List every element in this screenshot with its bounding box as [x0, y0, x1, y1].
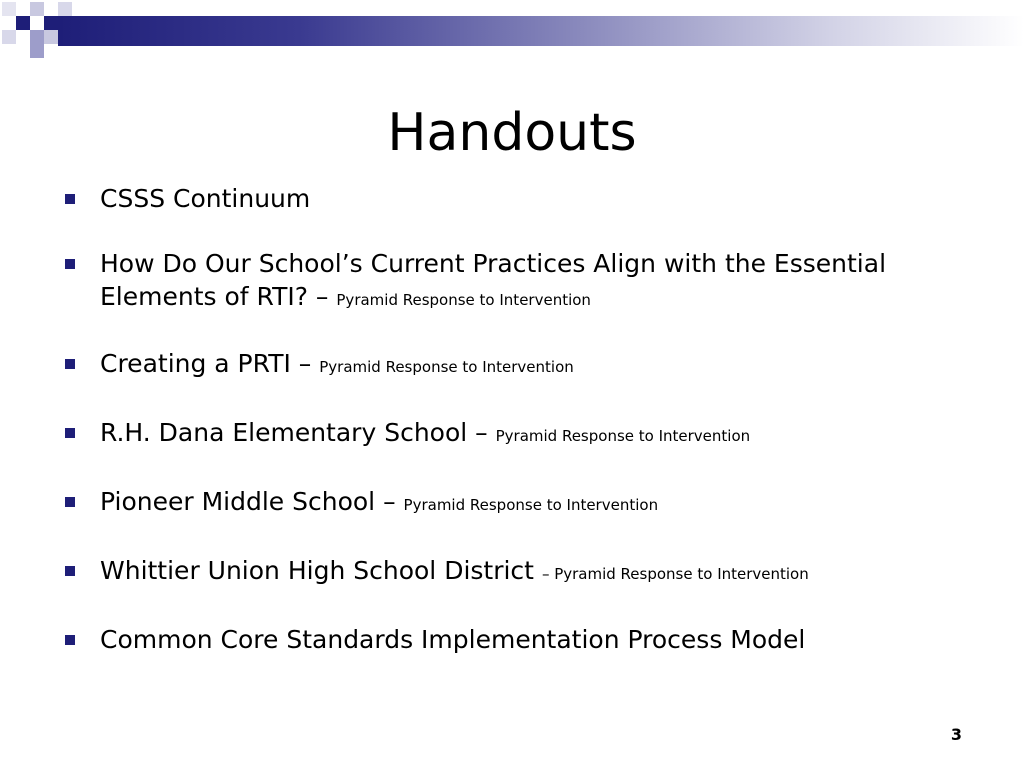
item-title: Common Core Standards Implementation Process Model: [100, 625, 806, 654]
decorative-square: [30, 30, 44, 44]
decorative-square: [58, 2, 72, 16]
square-bullet-icon: [65, 359, 75, 369]
square-bullet-icon: [65, 259, 75, 269]
decorative-square: [2, 2, 16, 16]
item-title: R.H. Dana Elementary School –: [100, 418, 488, 447]
decorative-square: [16, 16, 30, 30]
list-item: [62, 623, 982, 656]
item-subtitle: Pyramid Response to Intervention: [336, 291, 591, 309]
header-gradient-bar: [58, 16, 1024, 46]
item-title: Creating a PRTI –: [100, 349, 312, 378]
decorative-square: [30, 44, 44, 58]
list-item: [62, 554, 982, 591]
decorative-square: [2, 30, 16, 44]
square-bullet-icon: [65, 428, 75, 438]
item-title: Pioneer Middle School –: [100, 487, 396, 516]
item-subtitle: Pyramid Response to Intervention: [319, 358, 574, 376]
square-bullet-icon: [65, 566, 75, 576]
list-item: [62, 247, 982, 317]
square-bullet-icon: [65, 497, 75, 507]
decorative-square: [44, 16, 58, 30]
item-title: How Do Our School’s Current Practices Align with the Essential Elements of RTI? –: [100, 249, 887, 311]
square-bullet-icon: [65, 194, 75, 204]
decorative-square: [44, 30, 58, 44]
slide-title: Handouts: [387, 102, 637, 163]
item-subtitle: – Pyramid Response to Intervention: [541, 565, 809, 583]
decorative-square: [30, 2, 44, 16]
item-subtitle: Pyramid Response to Intervention: [495, 427, 751, 445]
handout-list: [62, 182, 982, 688]
item-title: CSSS Continuum: [100, 184, 311, 213]
list-item: [62, 485, 982, 522]
list-item: [62, 416, 982, 453]
item-title: Whittier Union High School District: [100, 556, 534, 585]
item-subtitle: Pyramid Response to Intervention: [403, 496, 659, 514]
list-item: [62, 182, 982, 215]
page-number: 3: [950, 725, 962, 744]
list-item: [62, 347, 982, 384]
square-bullet-icon: [65, 635, 75, 645]
